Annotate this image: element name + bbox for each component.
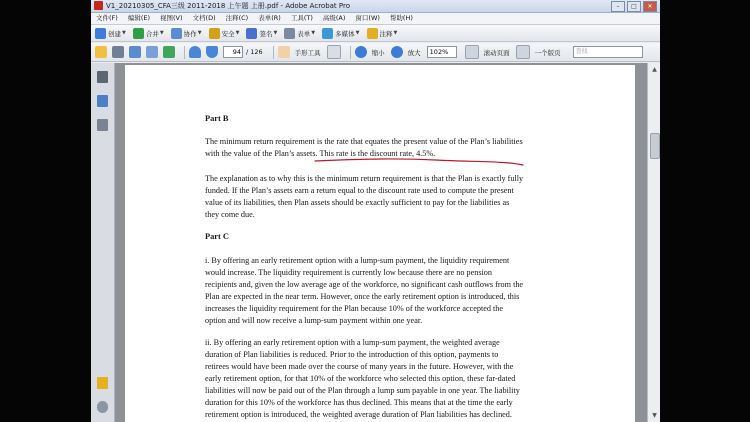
menu-document[interactable]: 文档(D) <box>192 14 216 22</box>
document-area[interactable] <box>115 63 647 422</box>
menu-view[interactable]: 视图(V) <box>160 14 183 22</box>
scroll-page-icon[interactable] <box>465 45 479 59</box>
sign-label: 签名 <box>259 29 273 38</box>
text-line: value of its liabilities, then Plan assets should be exactly sufficient to pay for the liabilities as <box>205 198 510 207</box>
zoom-in-icon[interactable] <box>391 46 403 58</box>
zoom-in-label[interactable]: 放大 <box>407 48 421 57</box>
comment-label: 注释 <box>379 29 393 38</box>
open-folder-icon[interactable] <box>95 46 107 58</box>
scroll-up-icon[interactable]: ▲ <box>652 66 657 73</box>
menu-window[interactable]: 窗口(W) <box>355 14 380 22</box>
signatures-panel-icon[interactable] <box>97 119 108 131</box>
bookmarks-panel-icon[interactable] <box>97 95 108 107</box>
pdf-page <box>125 65 635 422</box>
collaborate-icon <box>171 28 182 39</box>
red-handwritten-underline <box>205 65 535 185</box>
find-input[interactable]: 查找 <box>573 46 643 58</box>
text-line: with the value of the Plan’s assets. This rate is the discount rate, 4.5%. <box>205 149 436 158</box>
next-page-icon[interactable] <box>206 46 218 58</box>
tasks-toolbar <box>91 25 660 42</box>
menu-forms[interactable]: 表单(R) <box>258 14 281 22</box>
text-line: i. By offering an early retirement option with a lump-sum payment, the liquidity requirement <box>205 256 510 265</box>
zoom-out-label[interactable]: 缩小 <box>371 48 385 57</box>
multimedia-button[interactable]: 多媒体 ▼ <box>322 28 359 39</box>
text-line: funded. If the Plan’s assets earn a return equal to the discount rate used to compute the present <box>205 186 514 195</box>
acrobat-window <box>91 0 660 422</box>
text-line: duration of Plan liabilities is reduced. Prior to the introduction of this option, payments to <box>205 350 499 359</box>
form-icon <box>284 28 295 39</box>
single-page-label[interactable]: 一个版页 <box>534 48 561 57</box>
comment-icon <box>367 28 378 39</box>
email-icon[interactable] <box>146 46 158 58</box>
maximize-button[interactable]: □ <box>627 1 641 12</box>
menu-comments[interactable]: 注释(C) <box>225 14 249 22</box>
text-line: Plan are expected in the near term. However, once the early retirement option is introduced, this <box>205 292 520 301</box>
scroll-mode-label[interactable]: 滚动页面 <box>483 48 510 57</box>
comment-button[interactable]: 注释 ▼ <box>367 28 398 39</box>
attachments-panel-icon[interactable] <box>97 401 108 413</box>
window-controls <box>611 1 657 12</box>
part-c-heading: Part C <box>205 232 229 241</box>
collaborate-button[interactable]: 协作 ▼ <box>171 28 202 39</box>
save-icon[interactable] <box>129 46 141 58</box>
combine-icon <box>133 28 144 39</box>
window-title: V1_20210305_CFA三级 2011-2018 上午题 上册.pdf - Adobe Acrobat Pro <box>106 2 351 10</box>
create-label: 创建 <box>108 29 121 38</box>
combine-button[interactable]: 合并 ▼ <box>133 28 164 39</box>
part-c-paragraph-ii <box>205 337 535 421</box>
text-line: ii. By offering an early retirement option with a lump-sum payment, the weighted average <box>205 338 500 347</box>
menu-file[interactable]: 文件(F) <box>96 14 118 22</box>
forms-label: 表单 <box>297 29 311 38</box>
text-line: duration for this 10% of the workforce has thus declined. This means that at the time the early <box>205 398 513 407</box>
single-page-icon[interactable] <box>516 45 530 59</box>
comments-panel-icon[interactable] <box>97 377 108 389</box>
part-b-paragraph-1 <box>205 136 535 160</box>
hand-tool-icon[interactable] <box>278 46 290 58</box>
collaborate-label: 协作 <box>183 29 197 38</box>
hand-tool-label[interactable]: 手形工具 <box>294 48 321 57</box>
menu-tools[interactable]: 工具(T) <box>290 14 313 22</box>
zoom-out-icon[interactable] <box>355 46 367 58</box>
menu-bar <box>91 13 660 25</box>
part-b-heading: Part B <box>205 114 229 123</box>
menu-help[interactable]: 帮助(H) <box>389 14 413 22</box>
menu-advanced[interactable]: 高级(A) <box>322 14 346 22</box>
minimize-button[interactable]: – <box>611 1 625 12</box>
marquee-zoom-icon[interactable] <box>327 45 341 59</box>
part-b-paragraph-2 <box>205 173 535 221</box>
vertical-scrollbar[interactable] <box>647 63 660 422</box>
scrollbar-thumb[interactable] <box>650 133 660 159</box>
multimedia-label: 多媒体 <box>335 29 355 38</box>
sign-icon <box>246 28 257 39</box>
sign-button[interactable]: 签名 ▼ <box>246 28 277 39</box>
title-bar <box>91 0 660 13</box>
forms-button[interactable]: 表单 ▼ <box>284 28 315 39</box>
navigation-pane <box>91 63 115 422</box>
upload-icon[interactable] <box>163 46 175 58</box>
navigation-toolbar <box>91 43 660 62</box>
page-number-input[interactable]: 94 <box>223 46 243 58</box>
secure-button[interactable]: 安全 ▼ <box>209 28 240 39</box>
text-line: they come due. <box>205 210 255 219</box>
scroll-down-icon[interactable]: ▼ <box>652 412 657 419</box>
secure-label: 安全 <box>221 29 235 38</box>
acrobat-app-icon <box>94 1 103 10</box>
create-button[interactable]: 创建 ▼ <box>95 28 126 39</box>
print-icon[interactable] <box>112 46 124 58</box>
text-line: early retirement option, for that 10% of the workforce who selected this option, these far-dated <box>205 374 516 383</box>
text-line: liabilities will now be paid out of the Plan through a lump sum payable in one year. The liability <box>205 386 520 395</box>
create-icon <box>95 28 106 39</box>
text-line: option and will now receive a lump-sum payment within one year. <box>205 316 423 325</box>
combine-label: 合并 <box>145 29 159 38</box>
multimedia-icon <box>322 28 333 39</box>
text-line: The explanation as to why this is the minimum return requirement is that the Plan is exactly fully <box>205 174 524 183</box>
text-line: recipients and, given the low average age of the workforce, no significant cash outflows from the <box>205 280 524 289</box>
text-line: The minimum return requirement is the rate that equates the present value of the Plan’s liabilities <box>205 137 523 146</box>
page-total: / 126 <box>246 48 263 56</box>
text-line: retirees would have been made over the course of many years in the future. However, with the <box>205 362 514 371</box>
zoom-level-select[interactable]: 102% <box>427 46 457 58</box>
part-c-paragraph-i <box>205 255 535 327</box>
lock-icon <box>209 28 220 39</box>
menu-edit[interactable]: 编辑(E) <box>127 14 150 22</box>
text-line: increases the liquidity requirement for the Plan because 10% of the workforce accepted the <box>205 304 504 313</box>
text-line: would increase. The liquidity requirement is currently low because there are no pension <box>205 268 492 277</box>
text-line: retirement option is introduced, the weighted average duration of Plan liabilities has declined. <box>205 410 512 419</box>
pages-panel-icon[interactable] <box>97 71 108 83</box>
previous-page-icon[interactable] <box>189 46 201 58</box>
close-button[interactable]: ✕ <box>643 1 657 12</box>
